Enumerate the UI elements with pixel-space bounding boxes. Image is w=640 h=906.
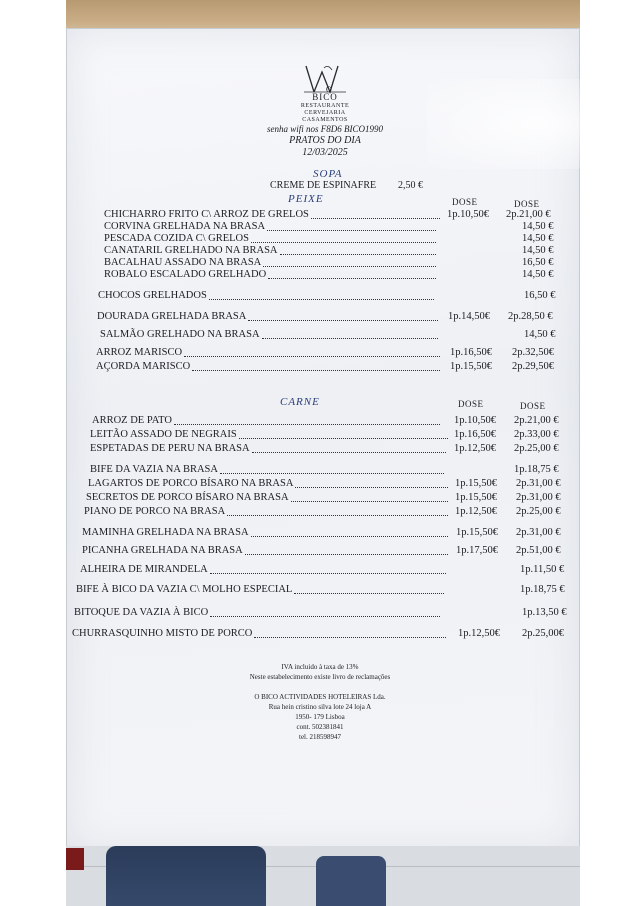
price-dose: 2p.25,00 € (514, 443, 559, 454)
leader-dots (268, 278, 436, 279)
price-one-person: 1p.16,50€ (454, 429, 496, 440)
leader-dots (291, 501, 448, 502)
leader-dots (295, 487, 448, 488)
price-dose: 2p.29,50€ (512, 361, 554, 372)
price-one-person: 1p.12,50€ (455, 506, 497, 517)
section-heading-carne: CARNE (280, 396, 320, 408)
leader-dots (245, 554, 448, 555)
price-one-person: 1p.14,50€ (448, 311, 490, 322)
dish-name: ALHEIRA DE MIRANDELA (80, 564, 208, 575)
leader-dots (192, 370, 440, 371)
complaints-book-note: Neste estabelecimento existe livro de reclamações (249, 673, 391, 681)
carne-item-row (0, 464, 640, 476)
brand-top: O (326, 85, 332, 94)
carne-item-row (0, 443, 640, 455)
section-heading-peixe: PEIXE (288, 193, 324, 205)
peixe-col-dose-2: DOSE (514, 199, 540, 209)
dish-name: ARROZ DE PATO (92, 415, 172, 426)
carne-item-row (0, 429, 640, 441)
carne-item-row (0, 506, 640, 518)
dish-name: CANATARIL GRELHADO NA BRASA (104, 245, 278, 256)
red-object (66, 848, 84, 870)
company-address: Rua hein cristino silva lote 24 loja A (268, 703, 372, 711)
dish-name: CORVINA GRELHADA NA BRASA (104, 221, 266, 232)
dish-name: ARROZ MARISCO (96, 347, 183, 358)
leader-dots (184, 356, 440, 357)
dish-name: CHURRASQUINHO MISTO DE PORCO (72, 628, 253, 639)
price-dose: 1p.18,75 € (520, 584, 565, 595)
price-one-person: 1p.15,50€ (456, 527, 498, 538)
dish-name: SALMÃO GRELHADO NA BRASA (100, 329, 260, 340)
peixe-item-row (0, 221, 640, 233)
peixe-item-row (0, 233, 640, 245)
company-postcode: 1950- 179 Lisboa (295, 713, 345, 721)
menu-date: 12/03/2025 (302, 147, 348, 158)
leader-dots (263, 266, 436, 267)
carne-col-dose-2: DOSE (520, 401, 546, 411)
carne-item-row (0, 545, 640, 557)
price-dose: 2p.33,00 € (514, 429, 559, 440)
dish-name: BACALHAU ASSADO NA BRASA (104, 257, 262, 268)
company-name: O BICO ACTIVIDADES HOTELEIRAS Lda. (254, 693, 386, 701)
price-one-person: 1p.10,50€ (447, 209, 489, 220)
price-dose: 2p.31,00 € (516, 527, 561, 538)
peixe-item-row (0, 257, 640, 269)
price-dose: 2p.25,00€ (522, 628, 564, 639)
wifi-password: senha wifi nos F8D6 BICO1990 (267, 124, 383, 134)
leader-dots (174, 424, 440, 425)
dish-name: BITOQUE DA VAZIA À BICO (74, 607, 209, 618)
floor-background (66, 846, 580, 906)
carne-item-row (0, 415, 640, 427)
dish-name: MAMINHA GRELHADA NA BRASA (82, 527, 249, 538)
brand-line-restaurante: RESTAURANTE (300, 103, 350, 109)
brand-line-casamentos: CASAMENTOS (302, 117, 348, 123)
dish-name: BIFE DA VAZIA NA BRASA (90, 464, 218, 475)
peixe-item-row (0, 290, 640, 302)
peixe-item-row (0, 209, 640, 221)
leader-dots (262, 338, 438, 339)
carne-item-row (0, 527, 640, 539)
dish-name: PICANHA GRELHADA NA BRASA (82, 545, 243, 556)
carne-item-row (0, 628, 640, 640)
price-dose: 14,50 € (522, 245, 554, 256)
dish-name: CHOCOS GRELHADOS (98, 290, 207, 301)
carne-item-row (0, 478, 640, 490)
company-nif: cont. 502381841 (296, 723, 344, 731)
leader-dots (248, 320, 438, 321)
carne-item-row (0, 492, 640, 504)
brand-name: BICO (312, 92, 338, 102)
price-one-person: 1p.12,50€ (458, 628, 500, 639)
dish-name: LEITÃO ASSADO DE NEGRAIS (90, 429, 237, 440)
dish-name: AÇORDA MARISCO (96, 361, 191, 372)
carne-item-row (0, 564, 640, 576)
peixe-col-dose-1: DOSE (452, 197, 478, 207)
leader-dots (210, 573, 446, 574)
dish-name: LAGARTOS DE PORCO BÍSARO NA BRASA (88, 478, 294, 489)
leader-dots (209, 299, 434, 300)
peixe-item-row (0, 311, 640, 323)
price-one-person: 1p.16,50€ (450, 347, 492, 358)
price-dose: 2p.21,00 € (506, 209, 551, 220)
leader-dots (251, 242, 436, 243)
carne-item-row (0, 584, 640, 596)
sopa-item: CREME DE ESPINAFRE (270, 180, 377, 191)
brand-line-cervejaria: CERVEJARIA (304, 110, 346, 116)
leader-dots (210, 616, 440, 617)
dish-name: SECRETOS DE PORCO BÍSARO NA BRASA (86, 492, 289, 503)
price-dose: 1p.11,50 € (520, 564, 565, 575)
peixe-item-row (0, 329, 640, 341)
price-one-person: 1p.15,50€ (450, 361, 492, 372)
dish-name: PIANO DE PORCO NA BRASA (84, 506, 226, 517)
price-dose: 2p.21,00 € (514, 415, 559, 426)
price-dose: 14,50 € (522, 221, 554, 232)
price-one-person: 1p.10,50€ (454, 415, 496, 426)
leader-dots (311, 218, 440, 219)
sopa-price: 2,50 € (398, 180, 423, 191)
price-dose: 2p.32,50€ (512, 347, 554, 358)
peixe-item-row (0, 361, 640, 373)
leader-dots (227, 515, 448, 516)
dish-name: CHICHARRO FRITO C\ ARROZ DE GRELOS (104, 209, 309, 220)
carne-col-dose-1: DOSE (458, 399, 484, 409)
leader-dots (254, 637, 446, 638)
dish-name: PESCADA COZIDA C\ GRELOS (104, 233, 249, 244)
price-dose: 2p.51,00 € (516, 545, 561, 556)
peixe-item-row (0, 245, 640, 257)
iva-note: IVA incluido à taxa de 13% (281, 663, 359, 671)
price-dose: 14,50 € (522, 233, 554, 244)
price-one-person: 1p.17,50€ (456, 545, 498, 556)
leader-dots (267, 230, 436, 231)
dish-name: ROBALO ESCALADO GRELHADO (104, 269, 267, 280)
leader-dots (239, 438, 448, 439)
dish-name: ESPETADAS DE PERU NA BRASA (90, 443, 250, 454)
price-one-person: 1p.15,50€ (455, 492, 497, 503)
leader-dots (252, 452, 446, 453)
leader-dots (294, 593, 444, 594)
carne-item-row (0, 607, 640, 619)
price-dose: 1p.18,75 € (514, 464, 559, 475)
leader-dots (220, 473, 444, 474)
price-dose: 2p.31,00 € (516, 478, 561, 489)
peixe-item-row (0, 347, 640, 359)
price-dose: 14,50 € (524, 329, 556, 340)
price-dose: 16,50 € (524, 290, 556, 301)
peixe-item-row (0, 269, 640, 281)
price-dose: 2p.28,50 € (508, 311, 553, 322)
price-dose: 2p.25,00 € (516, 506, 561, 517)
person-legs (106, 846, 266, 906)
page-title: PRATOS DO DIA (289, 135, 361, 146)
price-one-person: 1p.12,50€ (454, 443, 496, 454)
price-dose: 16,50 € (522, 257, 554, 268)
section-heading-sopa: SOPA (313, 168, 343, 180)
price-dose: 1p.13,50 € (522, 607, 567, 618)
leader-dots (280, 254, 436, 255)
leader-dots (251, 536, 448, 537)
dish-name: DOURADA GRELHADA BRASA (97, 311, 247, 322)
company-phone: tel. 218598947 (299, 733, 341, 741)
dish-name: BIFE À BICO DA VAZIA C\ MOLHO ESPECIAL (76, 584, 293, 595)
price-one-person: 1p.15,50€ (455, 478, 497, 489)
price-dose: 14,50 € (522, 269, 554, 280)
person-shoe (316, 856, 386, 906)
price-dose: 2p.31,00 € (516, 492, 561, 503)
